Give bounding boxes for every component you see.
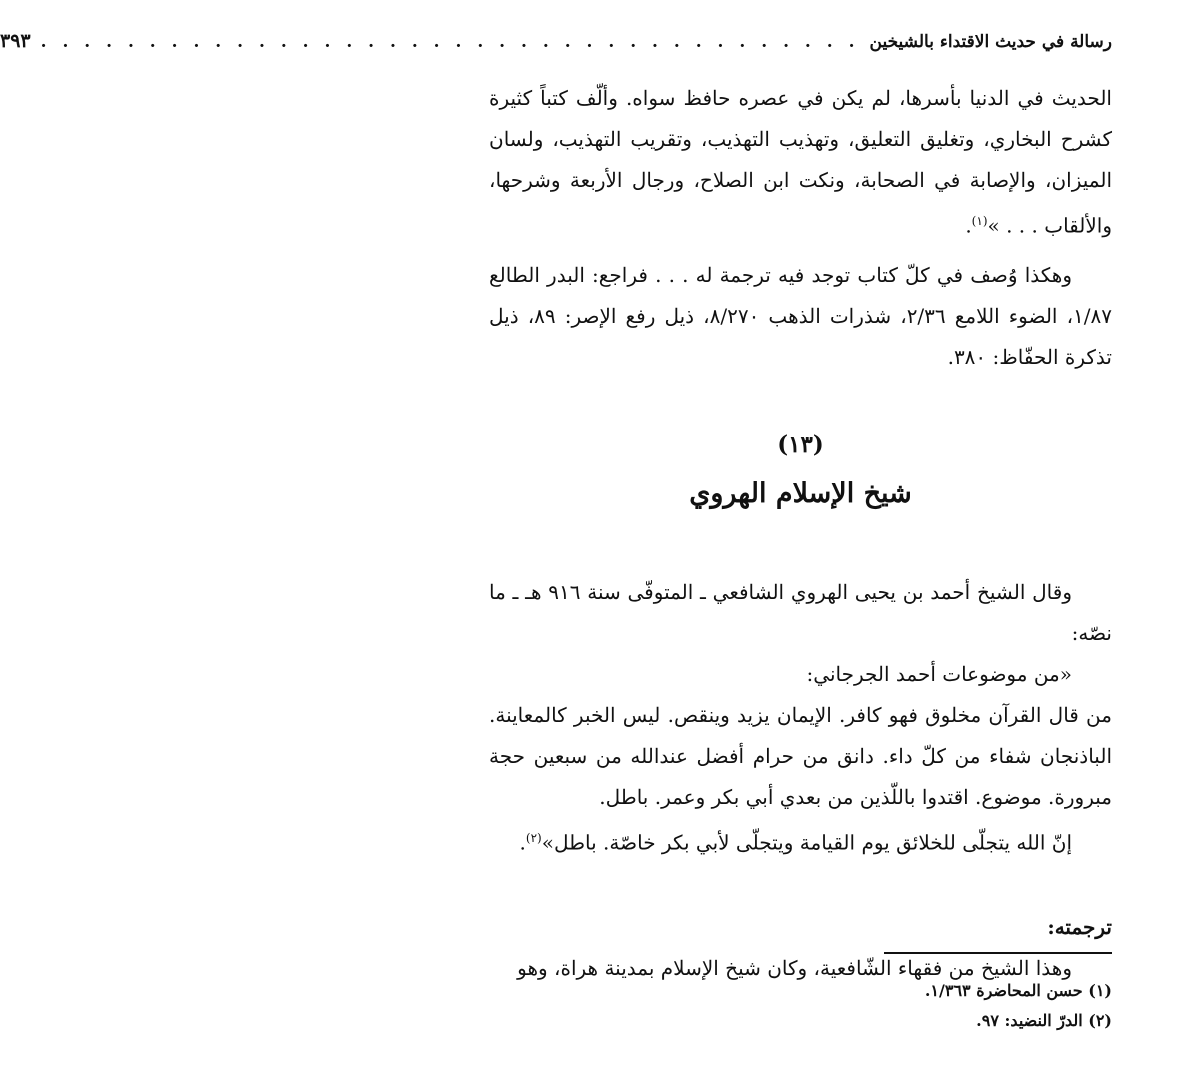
section-number: (١٣) (777, 430, 824, 458)
page-number: ٣٩٣ (0, 30, 31, 52)
section-title: شيخ الإسلام الهروي (689, 477, 912, 509)
period: . (519, 830, 526, 855)
quote-body: من قال القرآن مخلوق فهو كافر. الإيمان يزيد وينقص. ليس الخبر كالمعاينة. الباذنجان شفاء من كلّ داء. دانق من حرام أفضل عندالله من سبعين حجة مبرورة. موضوع. اقتدوا باللّذين من بعدي أبي بكر وعمر. باطل. (489, 702, 1112, 809)
main-text (489, 78, 1112, 989)
paragraph-sources: وهكذا وُصف في كلّ كتاب توجد فيه ترجمة له . . . فراجع: البدر الطالع ١/٨٧، الضوء اللامع ٢/٣٦، شذرات الذهب ٨/٢٧٠، ذيل رفع الإصر: ٨٩، ذيل تذكرة الحفّاظ: ٣٨٠. (489, 262, 1112, 369)
footnote-2: (٢) الدرّ النضيد: ٩٧. (976, 1011, 1112, 1030)
running-title: رسالة في حديث الاقتداء بالشيخين (869, 32, 1112, 52)
footnote-separator (884, 952, 1112, 954)
footnotes (489, 976, 1112, 1036)
page-header (0, 30, 1112, 62)
footnote-1: (١) حسن المحاضرة ١/٣٦٣. (924, 981, 1112, 1000)
period: . (965, 213, 972, 238)
header-dot-leader: . . . . . . . . . . . . . . . . . . . . . . . . . . . . . . . . . . . . . . (40, 32, 860, 52)
paragraph-continued-text: الحديث في الدنيا بأسرها، لم يكن في عصره حافظ سواه. وألّف كتباً كثيرة كشرح البخاري، وتغليق التعليق، وتهذيب التهذيب، وتقريب التهذيب، ولسان الميزان، والإصابة في الصحابة، ونكت ابن الصلاح، ورجال الأربعة وشرحها، والألقاب . . . » (489, 86, 1112, 238)
quote-last-line (489, 818, 1112, 864)
footnote-ref-2: (٢) (525, 830, 542, 845)
quote-last-text: إنّ الله يتجلّى للخلائق يوم القيامة ويتجلّى لأبي بكر خاصّة. باطل» (541, 830, 1072, 855)
quote-heading: «من موضوعات أحمد الجرجاني: (806, 661, 1072, 686)
intro-paragraph: وقال الشيخ أحمد بن يحيى الهروي الشافعي ـ المتوفّى سنة ٩١٦ هـ ـ ما نصّه: (489, 579, 1112, 645)
paragraph-continued (489, 78, 1112, 247)
translation-paragraph: وهذا الشيخ من فقهاء الشّافعية، وكان شيخ الإسلام بمدينة هراة، وهو (517, 956, 1072, 981)
footnote-ref-1: (١) (971, 214, 988, 228)
translation-heading: ترجمته: (1047, 915, 1112, 940)
